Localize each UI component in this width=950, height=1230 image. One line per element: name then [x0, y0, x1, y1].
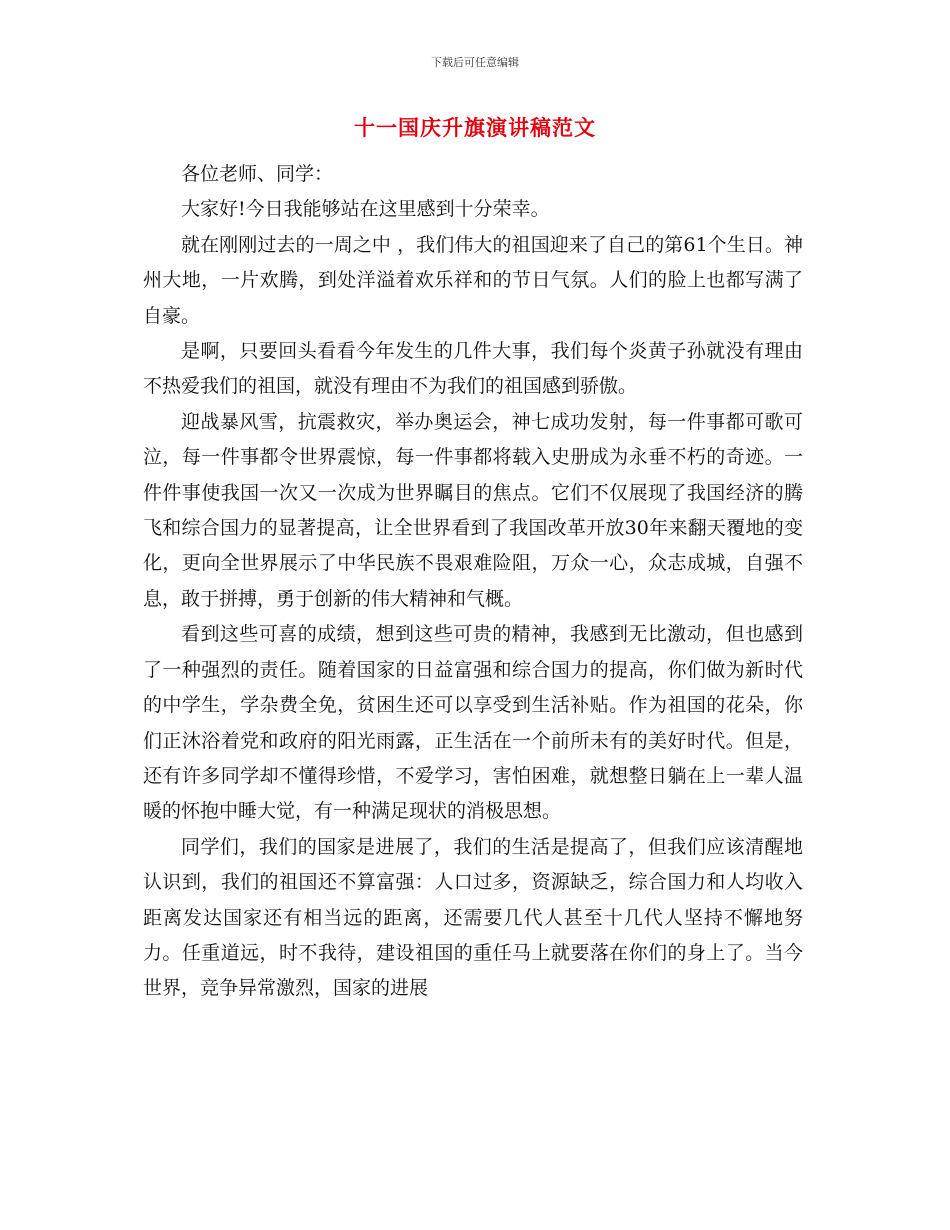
- paragraph: 同学们，我们的国家是进展了，我们的生活是提高了，但我们应该清醒地认识到，我们的祖国还不算富强：人口过多，资源缺乏，综合国力和人均收入距离发达国家还有相当远的距离，还需要几代人甚至十几代人坚持不懈地努力。任重道远，时不我待，建设祖国的重任马上就要落在你们的身上了。当今世界，竞争异常激烈，国家的进展: [143, 835, 803, 1000]
- paragraph: 是啊，只要回头看看今年发生的几件大事，我们每个炎黄子孙就没有理由不热爱我们的祖国，就没有理由不为我们的祖国感到骄傲。: [143, 340, 803, 398]
- paragraph: 看到这些可喜的成绩，想到这些可贵的精神，我感到无比激动，但也感到了一种强烈的责任。随着国家的日益富强和综合国力的提高，你们做为新时代的中学生，学杂费全免，贫困生还可以享受到生活补贴。作为祖国的花朵，你们正沐浴着党和政府的阳光雨露，正生活在一个前所未有的美好时代。但是，还有许多同学却不懂得珍惜，不爱学习，害怕困难，就想整日躺在上一辈人温暖的怀抱中睡大觉，有一种满足现状的消极思想。: [143, 623, 803, 823]
- document-title: 十一国庆升旗演讲稿范文: [354, 115, 596, 140]
- header-note: 下载后可任意编辑: [431, 56, 519, 69]
- paragraph: 各位老师、同学：: [181, 163, 334, 185]
- paragraph: 大家好!今日我能够站在这里感到十分荣幸。: [181, 198, 550, 221]
- document-body: [143, 157, 803, 1007]
- paragraph: 就在刚刚过去的一周之中 ，我们伟大的祖国迎来了自己的第61个生日。神州大地，一片欢腾，到处洋溢着欢乐祥和的节日气氛。人们的脸上也都写满了自豪。: [143, 233, 803, 327]
- paragraph: 迎战暴风雪，抗震救灾，举办奥运会，神七成功发射，每一件事都可歌可泣，每一件事都令世界震惊，每一件事都将载入史册成为永垂不朽的奇迹。一件件事使我国一次又一次成为世界瞩目的焦点。它们不仅展现了我国经济的腾飞和综合国力的显著提高，让全世界看到了我国改革开放30年来翻天覆地的变化，更向全世界展示了中华民族不畏艰难险阻，万众一心，众志成城，自强不息，敢于拼搏，勇于创新的伟大精神和气概。: [143, 410, 803, 610]
